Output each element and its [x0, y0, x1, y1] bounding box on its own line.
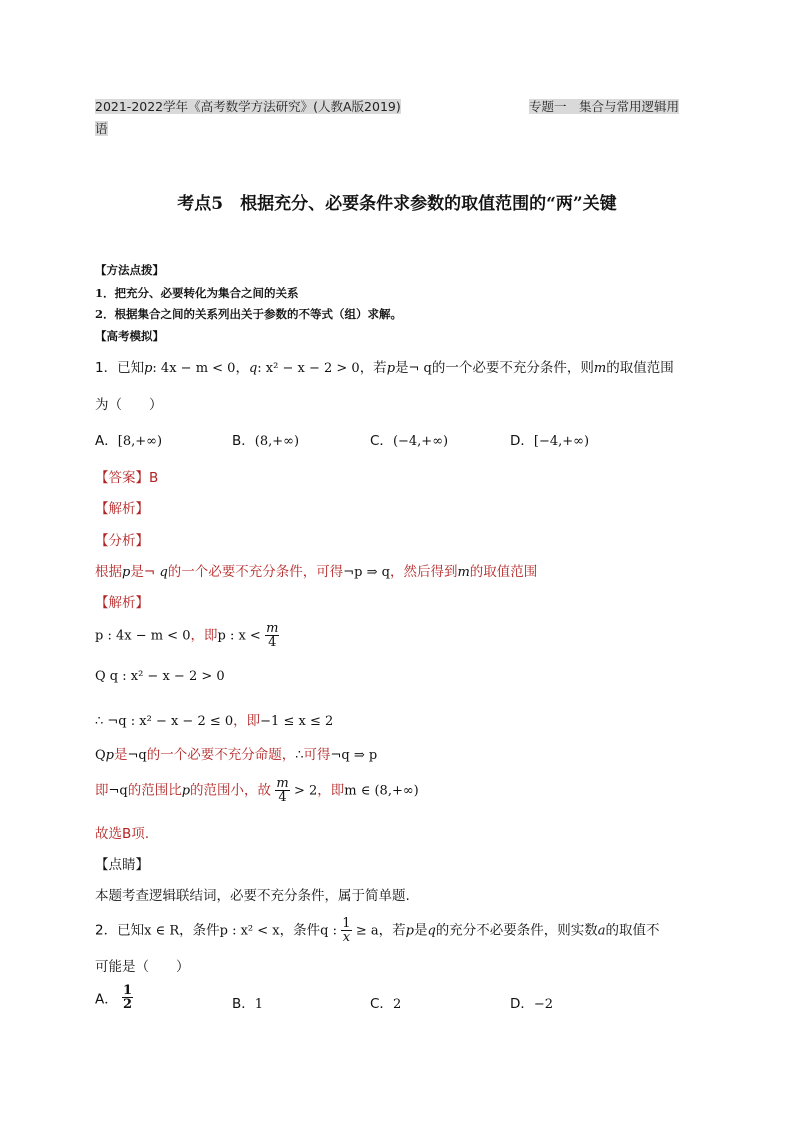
page-title: 考点5 根据充分、必要条件求参数的取值范围的“两”关键 [177, 194, 617, 214]
q1-fenxi-heading: 【分析】 [95, 533, 149, 549]
fraction-1-over-2: $\frac{1}{2}$ [123, 983, 133, 1012]
q1-stem: 1．已知p: 4x − m < 0，q: x² − x − 2 > 0，若p是¬ q的一个必要不充分条件，则m的取值范围 [95, 360, 674, 376]
q1-solution-line-3: ∴ ¬q : x² − x − 2 ≤ 0，即−1 ≤ x ≤ 2 [95, 713, 334, 729]
q2-stem: 2．已知x ∈ R，条件p : x² < x，条件q : $\frac{1}{x}$ ≥ a，若p是q的充分不必要条件，则实数a的取值不 [95, 916, 660, 945]
mock-heading: 【高考模拟】 [95, 329, 164, 343]
method-item-1: 1．把充分、必要转化为集合之间的关系 [95, 286, 299, 300]
header-right: 专题一 集合与常用逻辑用 [529, 99, 680, 114]
q1-option-d: D．[−4,+∞) [510, 433, 590, 449]
q1-dianjing-text: 本题考查逻辑联结词，必要不充分条件，属于简单题. [95, 888, 410, 904]
header-left: 2021-2022学年《高考数学方法研究》(人教A版2019) [95, 99, 401, 114]
fraction-m-over-4-b: $\frac{m}{4}$ [276, 776, 289, 805]
fraction-1-over-x: $\frac{1}{x}$ [342, 916, 351, 945]
q2-option-b: B．1 [232, 996, 264, 1012]
method-heading: 【方法点拨】 [95, 263, 164, 277]
q1-option-c: C．(−4,+∞) [370, 433, 449, 449]
q1-solution-line-1: p : 4x − m < 0，即p : x < $\frac{m}{4}$ [95, 621, 279, 650]
q1-answer: 【答案】B [95, 470, 159, 486]
q2-option-d: D．−2 [510, 996, 554, 1012]
q2-option-a: A． $\frac{1}{2}$ [95, 983, 133, 1012]
q1-option-b: B．(8,+∞) [232, 433, 300, 449]
q2-stem-line2: 可能是（ ） [95, 959, 190, 975]
q1-solution-line-5: 即¬q的范围比p的范围小，故 $\frac{m}{4}$ > 2，即m ∈ (8,+∞) [95, 776, 419, 805]
q1-solution-line-4: Qp是¬q的一个必要不充分命题，∴可得¬q ⇒ p [95, 747, 378, 763]
q1-fenxi-text: 根据p是¬ q的一个必要不充分条件，可得¬p ⇒ q，然后得到m的取值范围 [95, 564, 538, 580]
q1-analysis-heading: 【解析】 [95, 501, 149, 517]
q1-conclusion: 故选B项. [95, 826, 150, 842]
fraction-m-over-4: $\frac{m}{4}$ [266, 621, 279, 650]
q1-stem-line2: 为（ ） [95, 397, 163, 413]
method-item-2: 2．根据集合之间的关系列出关于参数的不等式（组）求解。 [95, 307, 402, 321]
q1-dianjing-heading: 【点睛】 [95, 857, 149, 873]
header-right-continued: 语 [95, 121, 108, 136]
q1-jiexi-heading: 【解析】 [95, 595, 149, 611]
q2-option-c: C．2 [370, 996, 402, 1012]
q1-solution-line-2: Q q : x² − x − 2 > 0 [95, 669, 225, 684]
q1-option-a: A．[8,+∞) [95, 433, 163, 449]
